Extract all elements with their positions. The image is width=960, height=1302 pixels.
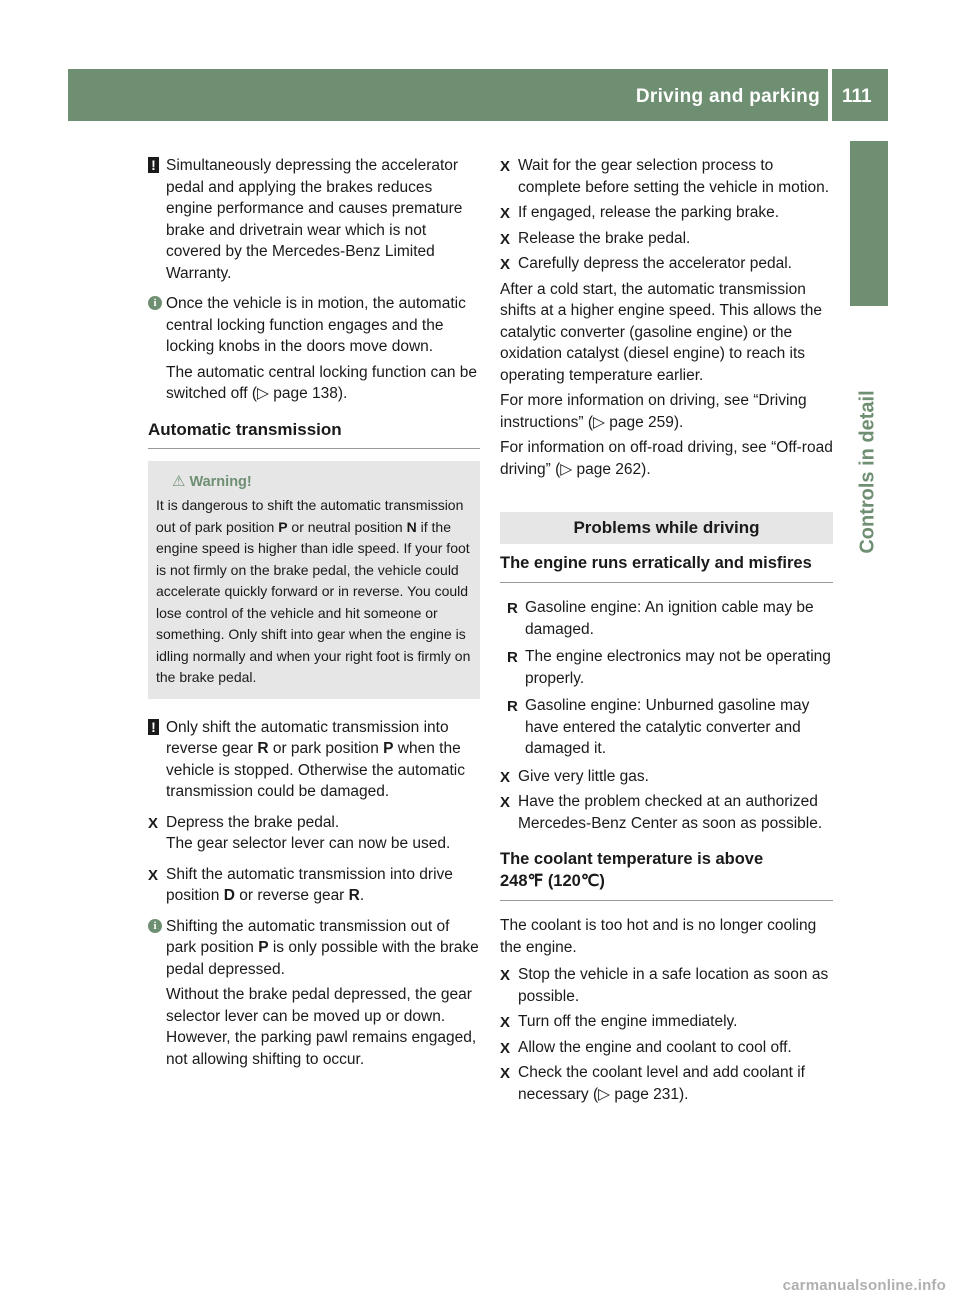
gear-letter: R: [257, 740, 269, 757]
list-item: [507, 646, 833, 689]
side-tab: [850, 141, 888, 306]
step-text: Give very little gas.: [518, 767, 649, 785]
header-title: Driving and parking: [635, 86, 820, 107]
subheading-coolant: The coolant temperature is above 248℉ (120℃): [500, 850, 764, 890]
step-item: [500, 1037, 833, 1059]
step-text: Release the brake pedal.: [518, 229, 691, 247]
step-text: Have the problem checked at an authorized Mercedes-Benz Center as soon as possible.: [518, 793, 823, 832]
step-x-icon: X: [500, 967, 511, 984]
info-block: [148, 916, 480, 981]
step-x-icon: X: [500, 1014, 511, 1031]
note-text: Simultaneously depressing the accelerator pedal and applying the brakes reduces engine performance and causes premature brake and drivetrain wear which is not covered by the Mercedes-Benz Limited Warranty.: [166, 157, 463, 282]
step-item: [500, 791, 833, 834]
section-heading-problems: Problems while driving: [500, 512, 833, 544]
step-text: Allow the engine and coolant to cool off.: [518, 1038, 792, 1056]
step-x-icon: X: [500, 1039, 511, 1057]
gear-letter: R: [348, 887, 360, 904]
step-text: Check the coolant level and add coolant if necessary (▷ page 231).: [518, 1064, 805, 1103]
step-text: Depress the brake pedal.: [166, 813, 340, 831]
warning-triangle-icon: ⚠: [172, 472, 186, 490]
page-number: 111: [842, 86, 872, 107]
info-text-continued: The automatic central locking function can be switched off (▷ page 138).: [166, 363, 478, 402]
step-x-icon: X: [148, 866, 159, 884]
step-text-part: or reverse gear: [234, 887, 349, 904]
step-x-icon: X: [500, 794, 511, 811]
bullet-r-icon: R: [507, 600, 518, 617]
step-x-icon: X: [500, 158, 511, 175]
note-block: [148, 717, 480, 803]
exclamation-icon: !: [148, 719, 159, 735]
gear-letter: P: [278, 518, 288, 535]
step-x-icon: X: [500, 256, 511, 273]
step-text: Carefully depress the accelerator pedal.: [518, 255, 792, 272]
gear-letter: D: [223, 887, 235, 904]
step-item: [500, 964, 833, 1007]
exclamation-icon: !: [148, 157, 159, 173]
step-x-icon: X: [500, 230, 511, 248]
side-tab-label: Controls in detail: [856, 390, 879, 554]
section-heading-automatic-transmission: Automatic transmission: [148, 419, 480, 449]
header-divider: [828, 69, 832, 121]
info-text-part: Shifting the automatic transmission out of park position: [166, 917, 450, 956]
warning-text-part: if the engine speed is higher than idle speed. If your foot is not firmly on the brake pedal, the vehicle could accelerate quickly forward or in reverse. You could lose control of the vehicle and hit someone or something. Only shift into gear when the engine is idling normally and when your right foot is firmly on the brake pedal.: [156, 518, 471, 685]
warning-text: [156, 495, 472, 689]
info-text-part: is only possible with the brake pedal depressed.: [166, 939, 479, 978]
list-item: [507, 597, 833, 640]
gear-letter: P: [258, 939, 269, 956]
footer-watermark: carmanualsonline.info: [782, 1277, 946, 1294]
subheading-rule: [500, 900, 833, 901]
info-icon: i: [148, 919, 162, 933]
bullet-r-icon: R: [507, 698, 518, 715]
step-item: [500, 202, 833, 224]
body-paragraph: The coolant is too hot and is no longer cooling the engine.: [500, 917, 817, 956]
step-text-continued: The gear selector lever can now be used.: [166, 835, 451, 852]
list-item: [507, 695, 833, 760]
step-text-part: .: [359, 887, 365, 904]
note-block: [148, 155, 480, 284]
step-item: [500, 1011, 833, 1033]
step-item: [148, 812, 480, 855]
note-text-part: when the vehicle is stopped. Otherwise the automatic transmission could be damaged.: [166, 740, 465, 800]
step-text: Wait for the gear selection process to complete before setting the vehicle in motion.: [518, 157, 830, 196]
info-text-continued: Without the brake pedal depressed, the gear selector lever can be moved up or down. However, the parking pawl remains engaged, not allowing shifting to occur.: [166, 986, 477, 1068]
step-item: [148, 864, 480, 907]
subheading-misfires: The engine runs erratically and misfires: [500, 552, 833, 583]
step-text: Turn off the engine immediately.: [518, 1013, 738, 1030]
step-item: [500, 1062, 833, 1105]
warning-box: [148, 461, 480, 699]
bullet-r-icon: R: [507, 649, 518, 666]
step-item: [500, 766, 833, 788]
note-text-part: Only shift the automatic transmission into reverse gear: [166, 718, 449, 757]
step-x-icon: X: [500, 1065, 511, 1082]
list-item-text: The engine electronics may not be operating properly.: [525, 648, 831, 687]
step-text-part: Shift the automatic transmission into drive position: [166, 865, 453, 904]
list-item-text: Gasoline engine: An ignition cable may be damaged.: [525, 599, 814, 638]
warning-text-part: It is dangerous to shift the automatic transmission out of park position: [156, 497, 464, 535]
info-icon: i: [148, 296, 162, 310]
gear-letter: P: [383, 740, 394, 757]
right-column: [500, 155, 833, 1109]
body-paragraph: For information on off-road driving, see “Off-road driving” (▷ page 262).: [500, 439, 833, 478]
left-column: [148, 155, 480, 1079]
info-text: Once the vehicle is in motion, the automatic central locking function engages and the locking knobs in the doors move down.: [166, 295, 466, 355]
warning-header: [156, 471, 472, 494]
body-paragraph: After a cold start, the automatic transmission shifts at a higher engine speed. This allows the catalytic converter (gasoline engine) or the oxidation catalyst (diesel engine) to reach its operating temperature earlier.: [500, 280, 822, 384]
step-text: Stop the vehicle in a safe location as soon as possible.: [518, 966, 829, 1005]
info-block: [148, 293, 480, 358]
step-item: [500, 253, 833, 275]
step-x-icon: X: [500, 205, 511, 222]
step-x-icon: X: [500, 768, 511, 786]
warning-text-part: or neutral position: [287, 518, 407, 535]
warning-title: Warning!: [189, 473, 252, 490]
step-item: [500, 228, 833, 250]
list-item-text: Gasoline engine: Unburned gasoline may have entered the catalytic converter and damaged it.: [525, 697, 810, 757]
bullet-list: [507, 597, 833, 760]
step-x-icon: X: [148, 814, 159, 832]
step-text: If engaged, release the parking brake.: [518, 204, 780, 221]
body-paragraph: For more information on driving, see “Driving instructions” (▷ page 259).: [500, 392, 807, 431]
gear-letter: N: [406, 518, 417, 535]
step-item: [500, 155, 833, 198]
note-text-part: or park position: [268, 740, 384, 757]
